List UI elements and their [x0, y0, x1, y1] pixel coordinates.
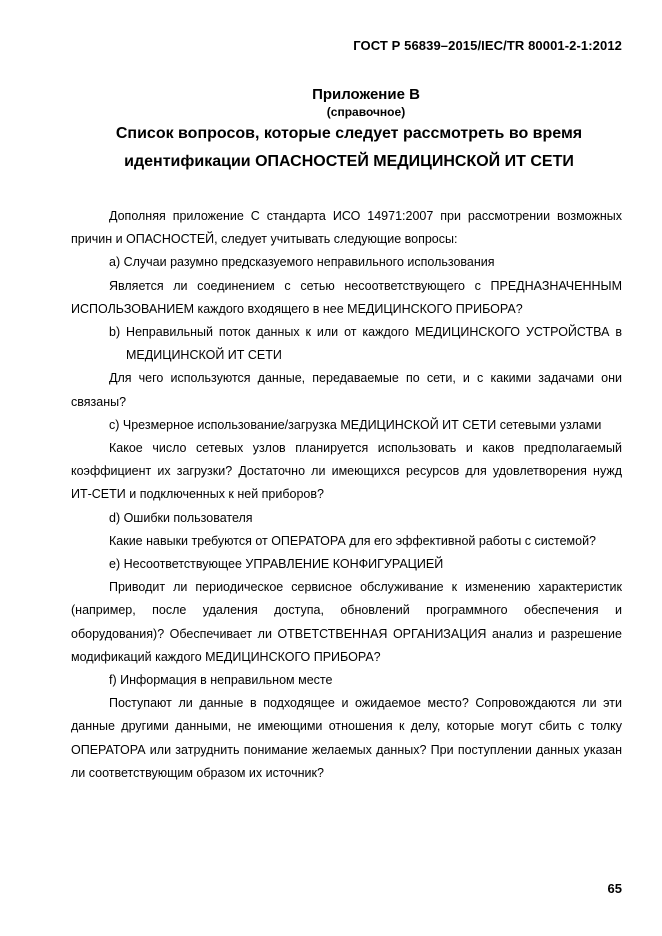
item-c-heading: c) Чрезмерное использование/загрузка МЕДИЦИНСКОЙ ИТ СЕТИ сетевыми узлами: [109, 417, 602, 432]
item-a-heading: a) Случаи разумно предсказуемого неправильного использования: [109, 255, 495, 270]
item-d-heading: d) Ошибки пользователя: [109, 510, 253, 525]
annex-subtitle: (справочное): [326, 105, 406, 119]
item-f-paragraph: Поступают ли данные в подходящее и ожидаемое место? Сопровождаются ли эти данные другими данными, не имеющими отношения к делу, которые могут сбить с толку ОПЕРАТОРА или затруднить понимание желаемых данных? При поступлении данных указан ли соответствующим образом их источник?: [71, 696, 622, 780]
item-b-heading: b) Неправильный поток данных к или от каждого МЕДИЦИНСКОГО УСТРОЙСТВА в МЕДИЦИНСКОЙ ИТ СЕТИ: [109, 325, 622, 363]
annex-heading-line-2: идентификации ОПАСНОСТЕЙ МЕДИЦИНСКОЙ ИТ СЕТИ: [124, 153, 574, 170]
item-a-paragraph: Является ли соединением с сетью несоответствующего с ПРЕДНАЗНАЧЕННЫМ ИСПОЛЬЗОВАНИЕМ каждого входящего в нее МЕДИЦИНСКОГО ПРИБОРА?: [71, 278, 622, 316]
standard-header: ГОСТ Р 56839–2015/IEC/TR 80001-2-1:2012: [353, 38, 622, 53]
item-e-heading: e) Несоответствующее УПРАВЛЕНИЕ КОНФИГУРАЦИЕЙ: [109, 557, 444, 572]
item-f-heading: f) Информация в неправильном месте: [109, 673, 333, 688]
item-e-paragraph: Приводит ли периодическое сервисное обслуживание к изменению характеристик (например, после удаления доступа, обновлений программного обеспечения и оборудования)? Обеспечивает ли ОТВЕТСТВЕННАЯ ОРГАНИЗАЦИЯ анализ и разрешение модификаций каждого МЕДИЦИНСКОГО ПРИБОРА?: [71, 580, 622, 664]
item-c-paragraph: Какое число сетевых узлов планируется использовать и каков предполагаемый коэффициент их загрузки? Достаточно ли имеющихся ресурсов для удовлетворения нужд ИТ-СЕТИ и подключенных к ней приборов?: [71, 441, 622, 502]
item-b-paragraph: Для чего используются данные, передаваемые по сети, и с какими задачами они связаны?: [71, 371, 622, 409]
document-body: [71, 205, 622, 785]
page-number: 65: [607, 881, 622, 896]
item-d-paragraph: Какие навыки требуются от ОПЕРАТОРА для его эффективной работы с системой?: [109, 533, 597, 548]
intro-paragraph: Дополняя приложение С стандарта ИСО 14971:2007 при рассмотрении возможных причин и ОПАСНОСТЕЙ, следует учитывать следующие вопросы:: [71, 209, 622, 247]
annex-heading-line-1: Список вопросов, которые следует рассмотреть во время: [115, 125, 583, 142]
annex-title: Приложение В: [312, 86, 420, 103]
